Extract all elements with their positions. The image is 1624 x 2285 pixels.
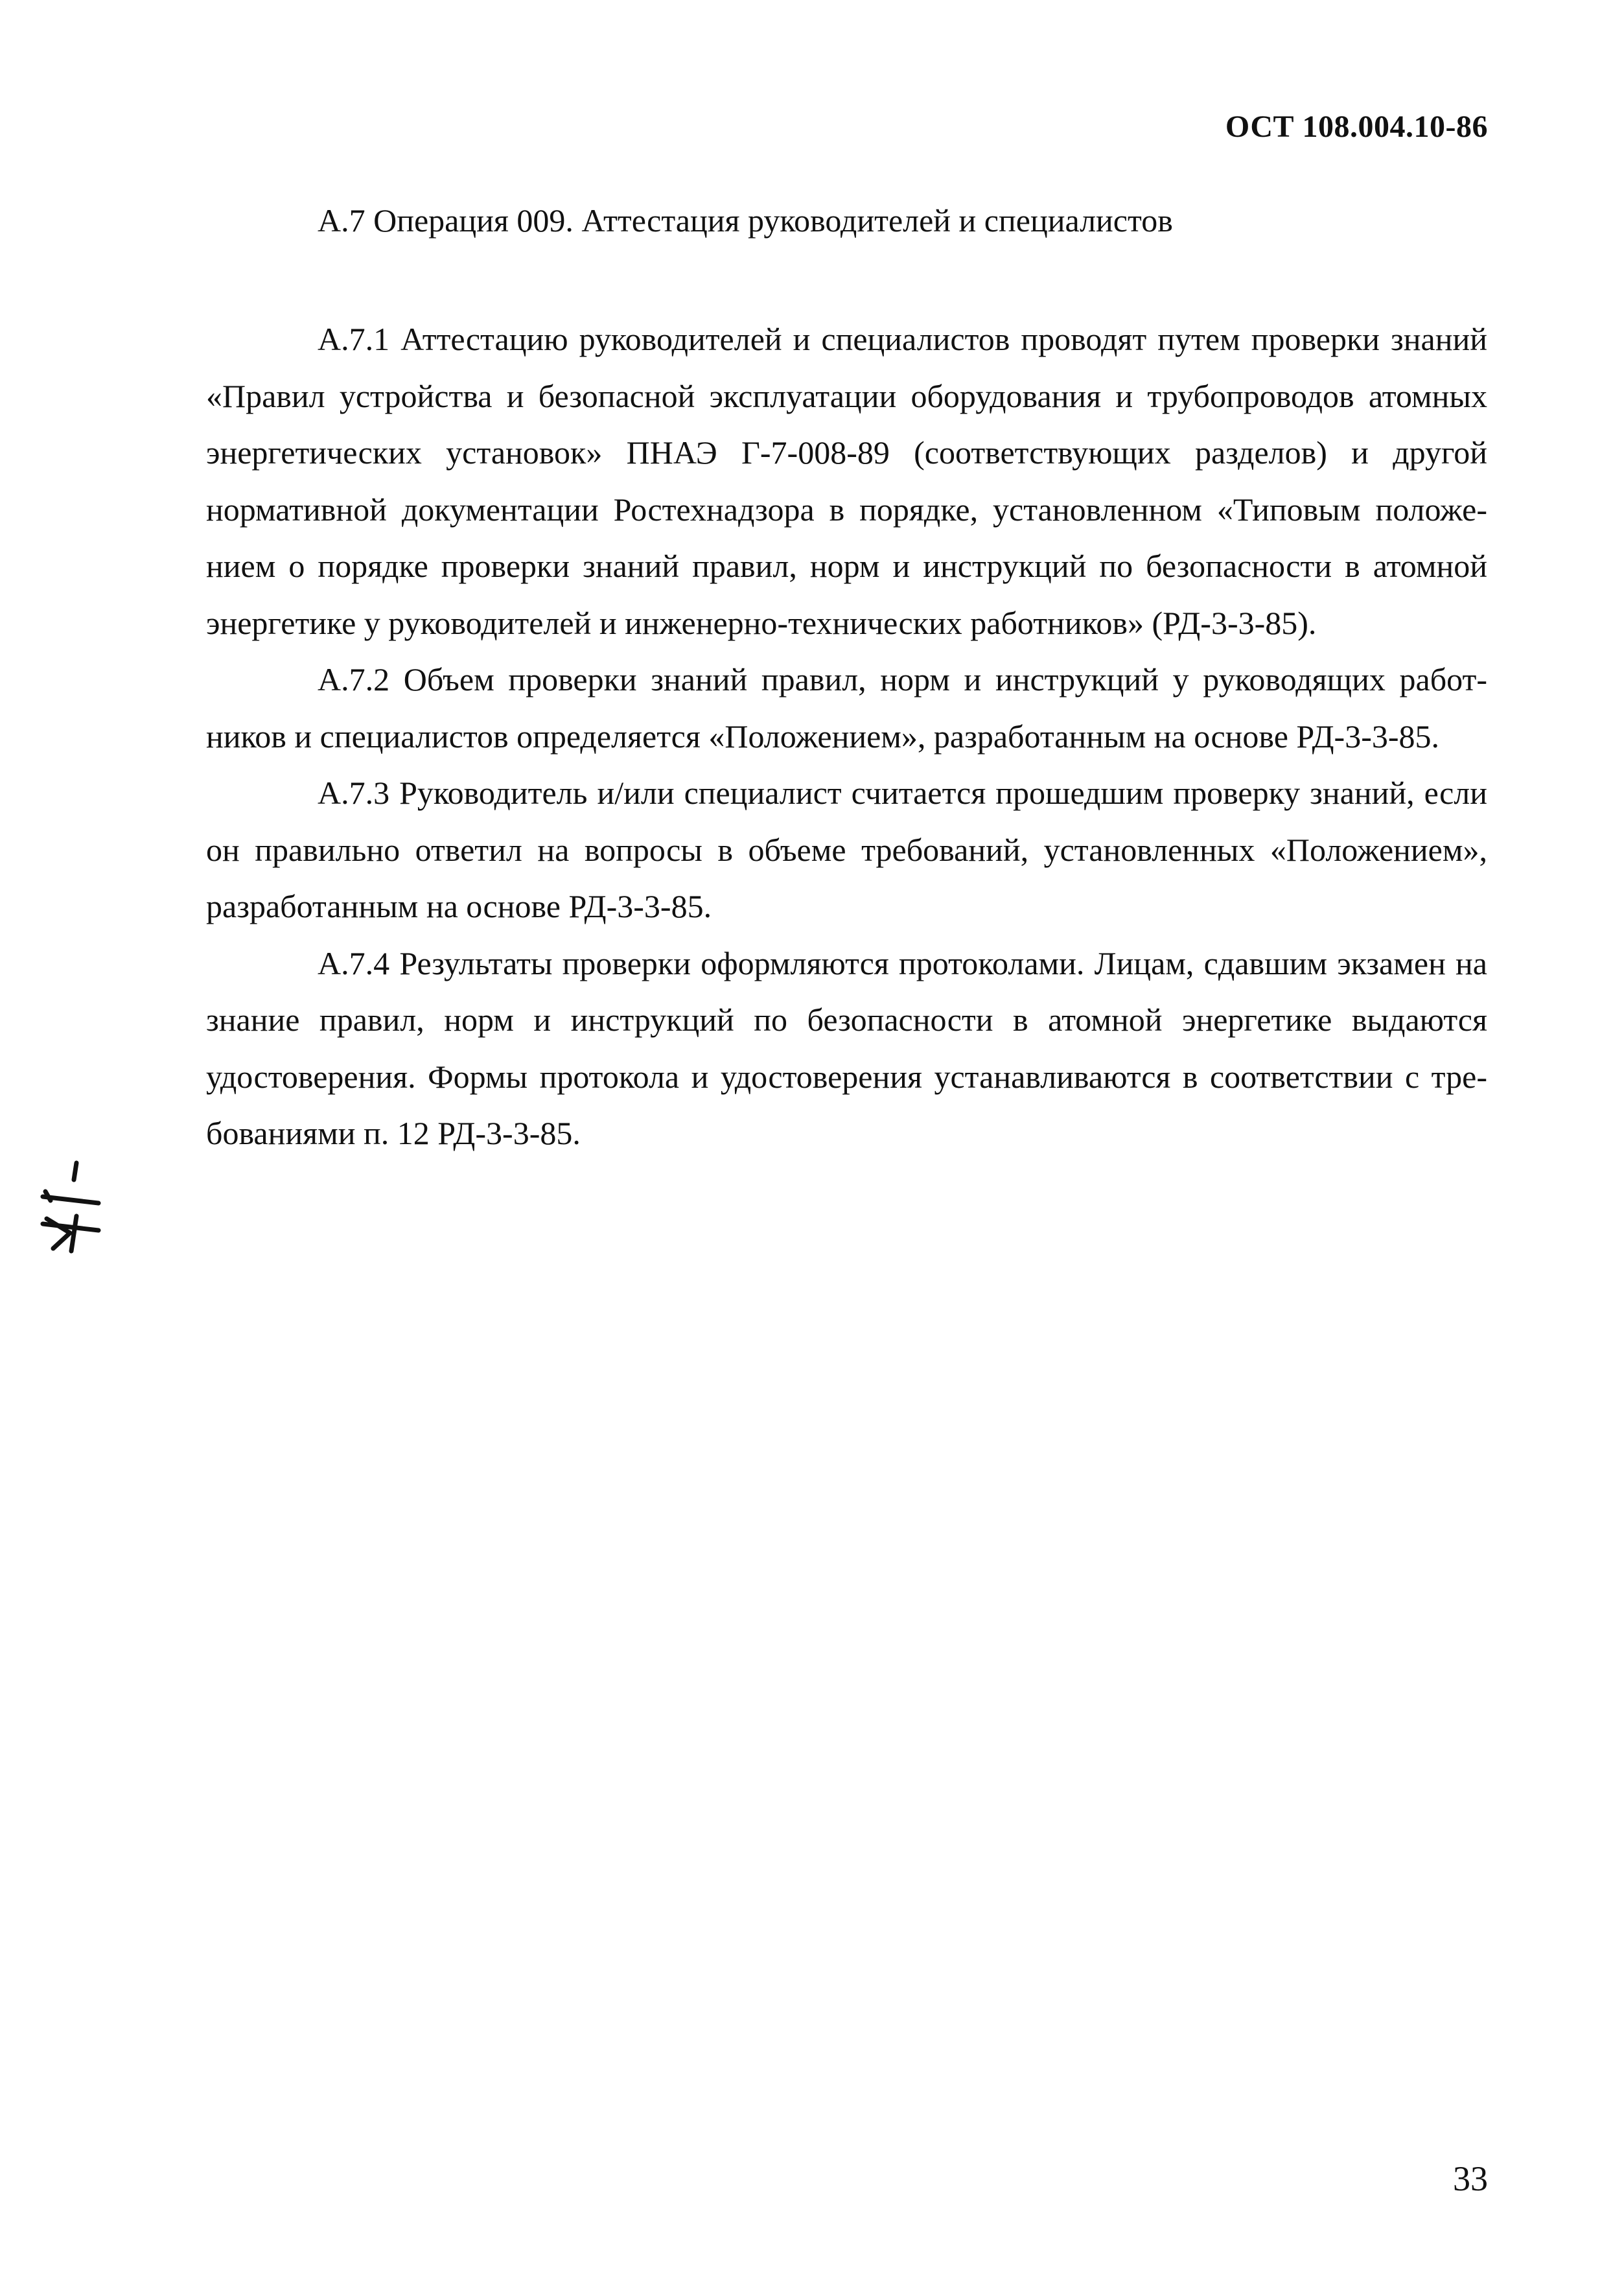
handwritten-page-mark-icon <box>31 1154 115 1264</box>
document-code-header: ОСТ 108.004.10-86 <box>1225 110 1488 144</box>
body-text <box>206 311 1487 1162</box>
section-title: А.7 Операция 009. Аттестация руководителей и специалистов <box>318 202 1173 239</box>
paragraph-a-7-2: А.7.2 Объем проверки знаний правил, норм и инструкций у руководящих работников и специалистов определяется «Положением», разработанным на основе РД-3-3-85. <box>206 661 1487 755</box>
page-number: 33 <box>1453 2159 1488 2198</box>
paragraph-a-7-4: А.7.4 Результаты проверки оформляются протоколами. Лицам, сдавшим экзамен на знание правил, норм и инструкций по безопасности в атомной энергетике выдаются удостоверения. Формы протокола и удостоверения устанавливаются в соответствии с требованиями п. 12 РД-3-3-85. <box>206 944 1487 1151</box>
paragraph-a-7-1: А.7.1 Аттестацию руководителей и специалистов проводят путем проверки знаний «Правил устройства и безопасной эксплуатации оборудования и трубопроводов атомных энергетических установок» ПНАЭ Г-7-008-89 (соответствующих разделов) и другой нормативной документации Ростехнадзора в порядке, установленном «Типовым положением о порядке проверки знаний правил, норм и инструкций по безопасности в атомной энергетике у руководителей и инженерно-технических работников» (РД-3-3-85). <box>206 321 1487 641</box>
paragraph-a-7-3: А.7.3 Руководитель и/или специалист считается прошедшим проверку знаний, если он правильно ответил на вопросы в объеме требований, установленных «Положением», разработанным на основе РД-3-3-85. <box>206 775 1487 924</box>
